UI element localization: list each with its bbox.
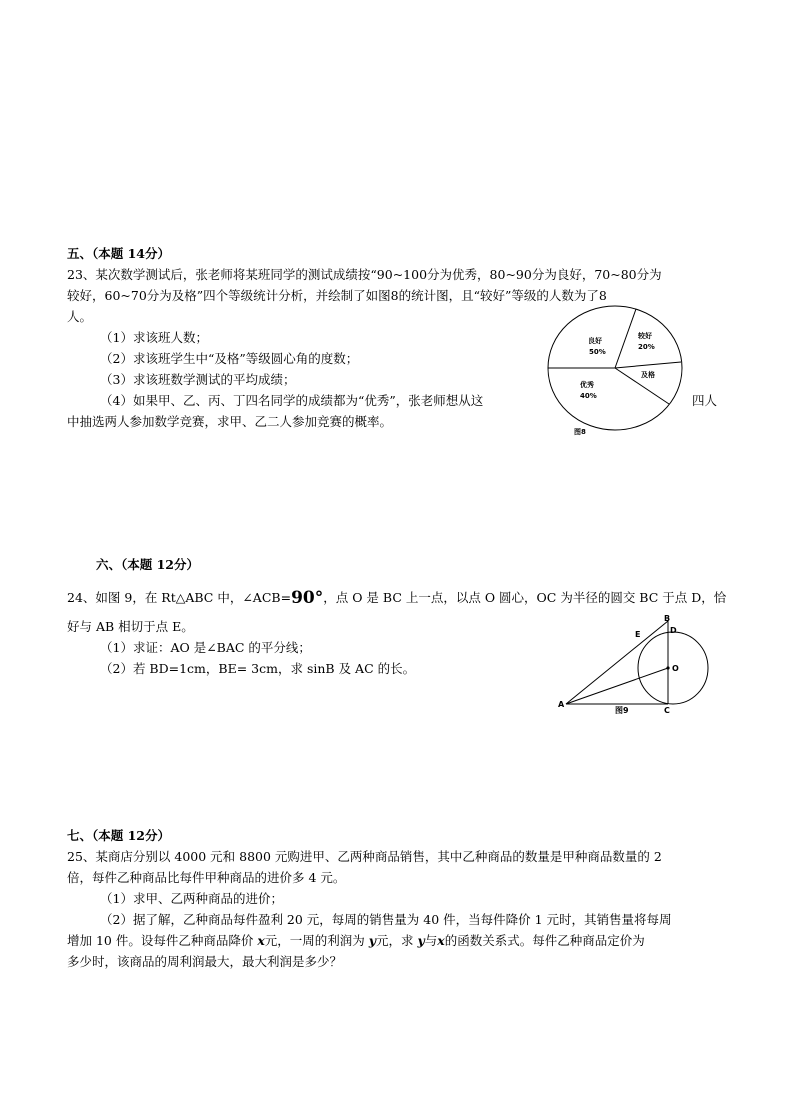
var-y: y — [368, 933, 377, 948]
fig9-label-o: O — [672, 664, 679, 673]
q24-line2: 好与 AB 相切于点 E。 — [67, 619, 194, 634]
q25-sub2-line2 — [67, 933, 645, 949]
pie-pct-youxiu: 40% — [580, 392, 597, 400]
q24-sub2: （2）若 BD=1cm，BE= 3cm，求 sinB 及 AC 的长。 — [100, 661, 416, 676]
q25-sub2-c: 元，求 — [376, 933, 418, 948]
q24-pre: 24、如图 9，在 Rt△ABC 中，∠ACB= — [67, 590, 292, 605]
pie-pct-jiaohao: 20% — [638, 343, 655, 351]
section7-heading: 七、（本题 12分） — [67, 828, 170, 843]
q25-sub2-line1: （2）据了解，乙种商品每件盈利 20 元，每周的销售量为 40 件，当每件降价 1 元时，其销售量将每周 — [100, 912, 672, 927]
fig9-label-d: D — [670, 626, 677, 635]
q25-sub2-b: 元，一周的利润为 — [264, 933, 369, 948]
q25-line2: 倍，每件乙种商品比每件甲种商品的进价多 4 元。 — [67, 870, 346, 885]
q23-sub4: （4）如果甲、乙、丙、丁四名同学的成绩都为“优秀”，张老师想从这 — [100, 393, 484, 408]
q23-line2: 较好，60~70分为及格”四个等级统计分析，并绘制了如图8的统计图，且“较好”等级的人数为了8 — [67, 288, 607, 303]
section6-heading: 六、（本题 12分） — [96, 557, 199, 572]
fig9-label-b: B — [664, 614, 671, 623]
var-x: x — [257, 933, 265, 948]
fig9-label-a: A — [558, 700, 565, 709]
fig9-label-e: E — [635, 630, 641, 639]
q25-sub2-line3: 多少时，该商品的周利润最大，最大利润是多少？ — [67, 954, 343, 969]
pie-label-youxiu: 优秀 — [580, 381, 594, 389]
geometry-figure9 — [555, 612, 720, 722]
pie-pct-lianghao: 50% — [589, 348, 606, 356]
q23-line3: 人。 — [67, 309, 93, 324]
q25-sub2-d: 与 — [424, 933, 438, 948]
q23-sub3: （3）求该班数学测试的平均成绩； — [100, 372, 296, 387]
pie-label-lianghao: 良好 — [588, 337, 602, 345]
section5-heading: 五、（本题 14分） — [67, 246, 170, 261]
q23-sub1: （1）求该班人数； — [100, 330, 208, 345]
q25-sub2-e: 的函数关系式。每件乙种商品定价为 — [444, 933, 645, 948]
q23-sub4-line2: 中抽选两人参加数学竞赛，求甲、乙二人参加竞赛的概率。 — [67, 414, 393, 429]
q23-sub4-tail: 四人 — [692, 393, 718, 408]
q24-post: ，点 O 是 BC 上一点，以点 O 圆心，OC 为半径的圆交 BC 于点 D，恰 — [323, 590, 727, 605]
fig9-label-c: C — [664, 706, 670, 715]
var-y-2: y — [417, 933, 425, 948]
q24-angle: 90° — [291, 588, 324, 608]
pie-chart-figure8 — [540, 300, 690, 440]
q25-sub1: （1）求甲、乙两种商品的进价； — [100, 891, 283, 906]
q24-sub1: （1）求证：AO 是∠BAC 的平分线； — [100, 640, 311, 655]
pie-caption: 图8 — [574, 428, 586, 436]
q23-sub2: （2）求该班学生中“及格”等级圆心角的度数； — [100, 351, 359, 366]
q25-sub2-a: 增加 10 件。设每件乙种商品降价 — [67, 933, 258, 948]
q25-line1: 25、某商店分别以 4000 元和 8800 元购进甲、乙两种商品销售，其中乙种商品的数量是甲种商品数量的 2 — [67, 849, 662, 864]
q23-line1: 23、某次数学测试后，张老师将某班同学的测试成绩按“90~100分为优秀，80~90分为良好，70~80分为 — [67, 267, 662, 282]
var-x-2: x — [437, 933, 445, 948]
pie-label-jiaohao: 较好 — [638, 332, 652, 340]
fig9-caption: 图9 — [615, 706, 629, 715]
q24-line1 — [67, 590, 726, 606]
pie-label-jige: 及格 — [641, 371, 655, 379]
